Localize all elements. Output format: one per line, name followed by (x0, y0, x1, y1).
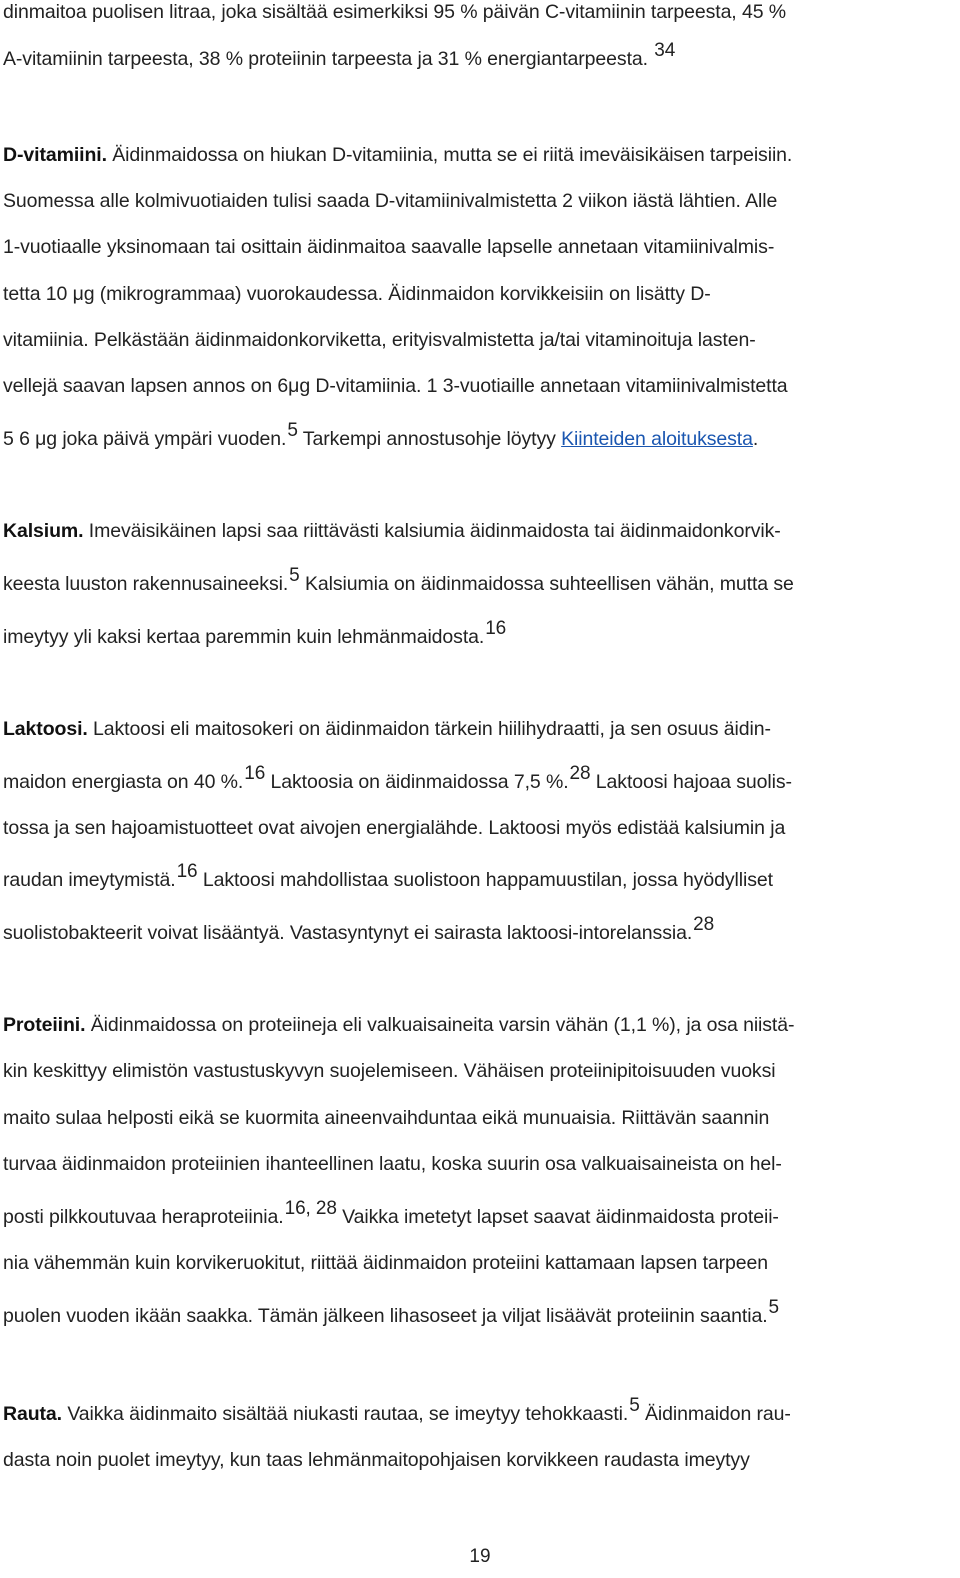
reference-number: 5 (768, 1297, 779, 1318)
text-span: turvaa äidinmaidon proteiinien ihanteellinen laatu, koska suurin osa valkuaisaineista on hel- (3, 1153, 782, 1175)
kiinteiden-aloituksesta-link[interactable]: Kiinteiden aloituksesta (561, 428, 753, 450)
text-line (3, 1448, 750, 1472)
section-heading: Proteiini. (3, 1014, 86, 1036)
text-span: Laktoosi eli maitosokeri on äidinmaidon tärkein hiilihydraatti, ja sen osuus äidin- (87, 718, 771, 740)
text-line (3, 914, 715, 946)
text-span: Äidinmaidossa on hiukan D-vitamiinia, mutta se ei riitä imeväisikäisen tarpeisiin. (106, 144, 793, 166)
text-span: maito sulaa helposti eikä se kuormita aineenvaihduntaa eikä munuaisia. Riittävän saannin (3, 1107, 770, 1129)
reference-number: 28 (569, 763, 591, 784)
text-span: Äidinmaidon rau- (639, 1403, 791, 1425)
text-span: tetta 10 μg (mikrogrammaa) vuorokaudessa. Äidinmaidon korvikkeisiin on lisätty D- (3, 283, 711, 305)
text-line (3, 374, 788, 398)
text-span: 1-vuotiaalle yksinomaan tai osittain äidinmaitoa saavalle lapselle annetaan vitamiinivalmis- (3, 236, 775, 258)
text-span: vitamiinia. Pelkästään äidinmaidonkorviketta, erityisvalmistetta ja/tai vitaminoituja lasten- (3, 329, 756, 351)
section-heading: Rauta. (3, 1403, 62, 1425)
text-span: Laktoosi hajoaa suolis- (590, 771, 792, 793)
text-span: dinmaitoa puolisen litraa, joka sisältää esimerkiksi 95 % päivän C-vitamiinin tarpeesta, 45 % (3, 1, 786, 23)
text-line (3, 143, 792, 167)
text-line (3, 328, 756, 352)
text-line (3, 519, 781, 543)
reference-number: 5 (289, 565, 300, 586)
text-line (3, 861, 773, 893)
text-line (3, 763, 792, 795)
reference-number: 28 (693, 914, 715, 935)
text-line (3, 618, 507, 650)
text-span: Laktoosi mahdollistaa suolistoon happamuustilan, jossa hyödylliset (197, 869, 773, 891)
text-line (3, 1106, 769, 1130)
text-span: kin keskittyy elimistön vastustuskyvyn suojelemiseen. Vähäisen proteiinipitoisuuden vuoksi (3, 1060, 776, 1082)
text-span: Laktoosia on äidinmaidossa 7,5 %. (265, 771, 569, 793)
text-line (3, 189, 777, 213)
reference-number: 16, 28 (284, 1198, 337, 1219)
page-number: 19 (469, 1546, 491, 1567)
text-line (3, 420, 759, 452)
text-span: Kalsiumia on äidinmaidossa suhteellisen vähän, mutta se (299, 573, 794, 595)
text-line (3, 816, 785, 840)
text-span: Äidinmaidossa on proteiineja eli valkuaisaineita varsin vähän (1,1 %), ja osa niistä- (85, 1014, 795, 1036)
section-heading: Kalsium. (3, 520, 84, 542)
text-line (3, 1297, 779, 1329)
text-span: Vaikka äidinmaito sisältää niukasti rautaa, se imeytyy tehokkaasti. (62, 1403, 629, 1425)
text-span: tossa ja sen hajoamistuotteet ovat aivojen energialähde. Laktoosi myös edistää kalsiumin ja (3, 817, 786, 839)
text-span: posti pilkkoutuvaa heraproteiinia. (3, 1206, 284, 1228)
text-span: nia vähemmän kuin korvikeruokitut, riittää äidinmaidon proteiini kattamaan lapsen tarpeen (3, 1252, 769, 1274)
text-span: 5 6 μg joka päivä ympäri vuoden. (3, 428, 287, 450)
text-line (3, 1251, 768, 1275)
reference-number: 16 (244, 763, 266, 784)
text-line (3, 40, 676, 72)
text-span: vellejä saavan lapsen annos on 6μg D-vitamiinia. 1 3-vuotiaille annetaan vitamiinivalmistetta (3, 375, 788, 397)
text-span: Imeväisikäinen lapsi saa riittävästi kalsiumia äidinmaidosta tai äidinmaidonkorvik- (83, 520, 781, 542)
text-span: . (752, 428, 759, 450)
text-line (3, 235, 774, 259)
reference-number: 16 (485, 618, 507, 639)
text-span: maidon energiasta on 40 %. (3, 771, 244, 793)
reference-number: 5 (287, 420, 298, 441)
text-line (3, 0, 786, 24)
text-line (3, 1152, 782, 1176)
text-span: Vaikka imetetyt lapset saavat äidinmaidosta proteii- (336, 1206, 779, 1228)
text-span: dasta noin puolet imeytyy, kun taas lehmänmaitopohjaisen korvikkeen raudasta imeytyy (3, 1449, 750, 1471)
reference-number: 16 (176, 861, 198, 882)
text-line (3, 1395, 791, 1427)
section-heading: Laktoosi. (3, 718, 88, 740)
text-line (3, 565, 794, 597)
text-span: Tarkempi annostusohje löytyy (297, 428, 562, 450)
text-span: suolistobakteerit voivat lisääntyä. Vastasyntynyt ei sairasta laktoosi-intorelanssia. (3, 922, 693, 944)
text-line (3, 1013, 794, 1037)
text-line (3, 282, 711, 306)
text-span: keesta luuston rakennusaineeksi. (3, 573, 289, 595)
text-span: raudan imeytymistä. (3, 869, 176, 891)
text-span: imeytyy yli kaksi kertaa paremmin kuin lehmänmaidosta. (3, 626, 485, 648)
text-span: puolen vuoden ikään saakka. Tämän jälkeen lihasoseet ja viljat lisäävät proteiinin saantia. (3, 1305, 768, 1327)
text-line (3, 1059, 775, 1083)
reference-number: 5 (629, 1395, 640, 1416)
text-span: Suomessa alle kolmivuotiaiden tulisi saada D-vitamiinivalmistetta 2 viikon iästä lähtien. Alle (3, 190, 778, 212)
section-heading: D-vitamiini. (3, 144, 107, 166)
text-span: A-vitamiinin tarpeesta, 38 % proteiinin tarpeesta ja 31 % energiantarpeesta. (3, 48, 654, 70)
text-line (3, 717, 771, 741)
reference-number: 34 (654, 40, 676, 61)
text-line (3, 1198, 779, 1230)
